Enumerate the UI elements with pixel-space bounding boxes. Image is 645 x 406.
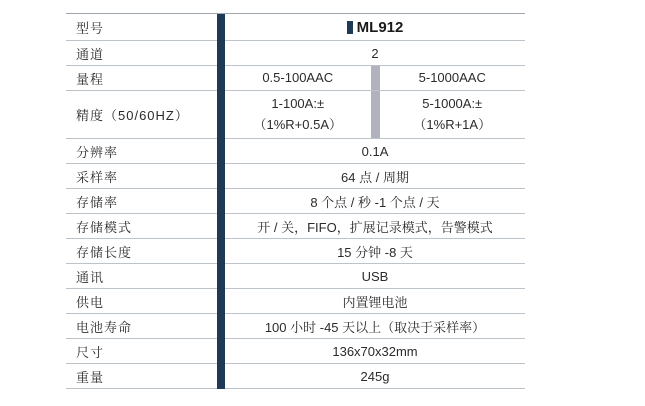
spec-table [66,13,525,389]
table-row-range [66,66,525,91]
accent-bar [217,139,225,164]
accuracy-left-value [225,91,371,138]
range-left-value: 0.5-100AAC [262,69,334,85]
accent-bar [217,339,225,364]
accent-bar [217,164,225,189]
accent-bar [217,66,225,91]
row-label: 通讯 [66,264,217,289]
row-label: 采样率 [66,164,217,189]
row-value: 100 小时 -45 天以上（取决于采样率） [225,314,525,339]
row-value [225,91,525,139]
row-label: 电池寿命 [66,314,217,339]
row-label: 存储率 [66,189,217,214]
row-value: USB [225,264,525,289]
table-row-weight [66,364,525,389]
row-value [225,66,525,91]
row-label: 型号 [66,14,217,41]
row-label: 通道 [66,41,217,66]
table-row-sample-rate [66,164,525,189]
range-right-value: 5-1000AAC [418,69,486,85]
row-value: 开 / 关，FIFO，扩展记录模式，告警模式 [225,214,525,239]
row-label: 分辨率 [66,139,217,164]
table-row-dimensions [66,339,525,364]
table-row-battery-life [66,314,525,339]
row-value: 2 [225,41,525,66]
table-row-storage-mode [66,214,525,239]
accent-bar [217,189,225,214]
accent-bar [217,264,225,289]
accuracy-left-line1: 1-100A:± [271,96,325,112]
row-value: 内置锂电池 [225,289,525,314]
accent-bar [217,14,225,41]
table-row-communication [66,264,525,289]
accent-bar [217,289,225,314]
accuracy-right-line1: 5-1000A:± [422,96,483,112]
column-divider-bar [371,66,380,90]
accent-bar [217,314,225,339]
accuracy-right-value [380,91,526,138]
accent-bar [217,214,225,239]
accuracy-right-line2: （1%R+1A） [413,116,492,132]
table-row-storage-length [66,239,525,264]
table-row-storage-rate [66,189,525,214]
accent-bar [217,91,225,139]
table-row-power [66,289,525,314]
navy-square-icon [347,21,353,34]
table-row-channels [66,41,525,66]
row-label: 量程 [66,66,217,91]
row-label: 精度（50/60HZ） [66,91,217,139]
row-value [225,14,525,41]
accent-bar [217,41,225,66]
accent-bar [217,239,225,264]
row-value: 8 个点 / 秒 -1 个点 / 天 [225,189,525,214]
row-value: 136x70x32mm [225,339,525,364]
row-label: 重量 [66,364,217,389]
row-label: 尺寸 [66,339,217,364]
row-value: 15 分钟 -8 天 [225,239,525,264]
accuracy-left-line2: （1%R+0.5A） [253,116,342,132]
table-row-model [66,14,525,41]
table-row-accuracy [66,91,525,139]
row-value: 0.1A [225,139,525,164]
row-label: 存储长度 [66,239,217,264]
accent-bar [217,364,225,389]
row-label: 供电 [66,289,217,314]
row-label: 存储模式 [66,214,217,239]
row-value: 64 点 / 周期 [225,164,525,189]
row-value: 245g [225,364,525,389]
column-divider-bar [371,91,380,138]
model-name: ML912 [356,18,404,36]
table-row-resolution [66,139,525,164]
